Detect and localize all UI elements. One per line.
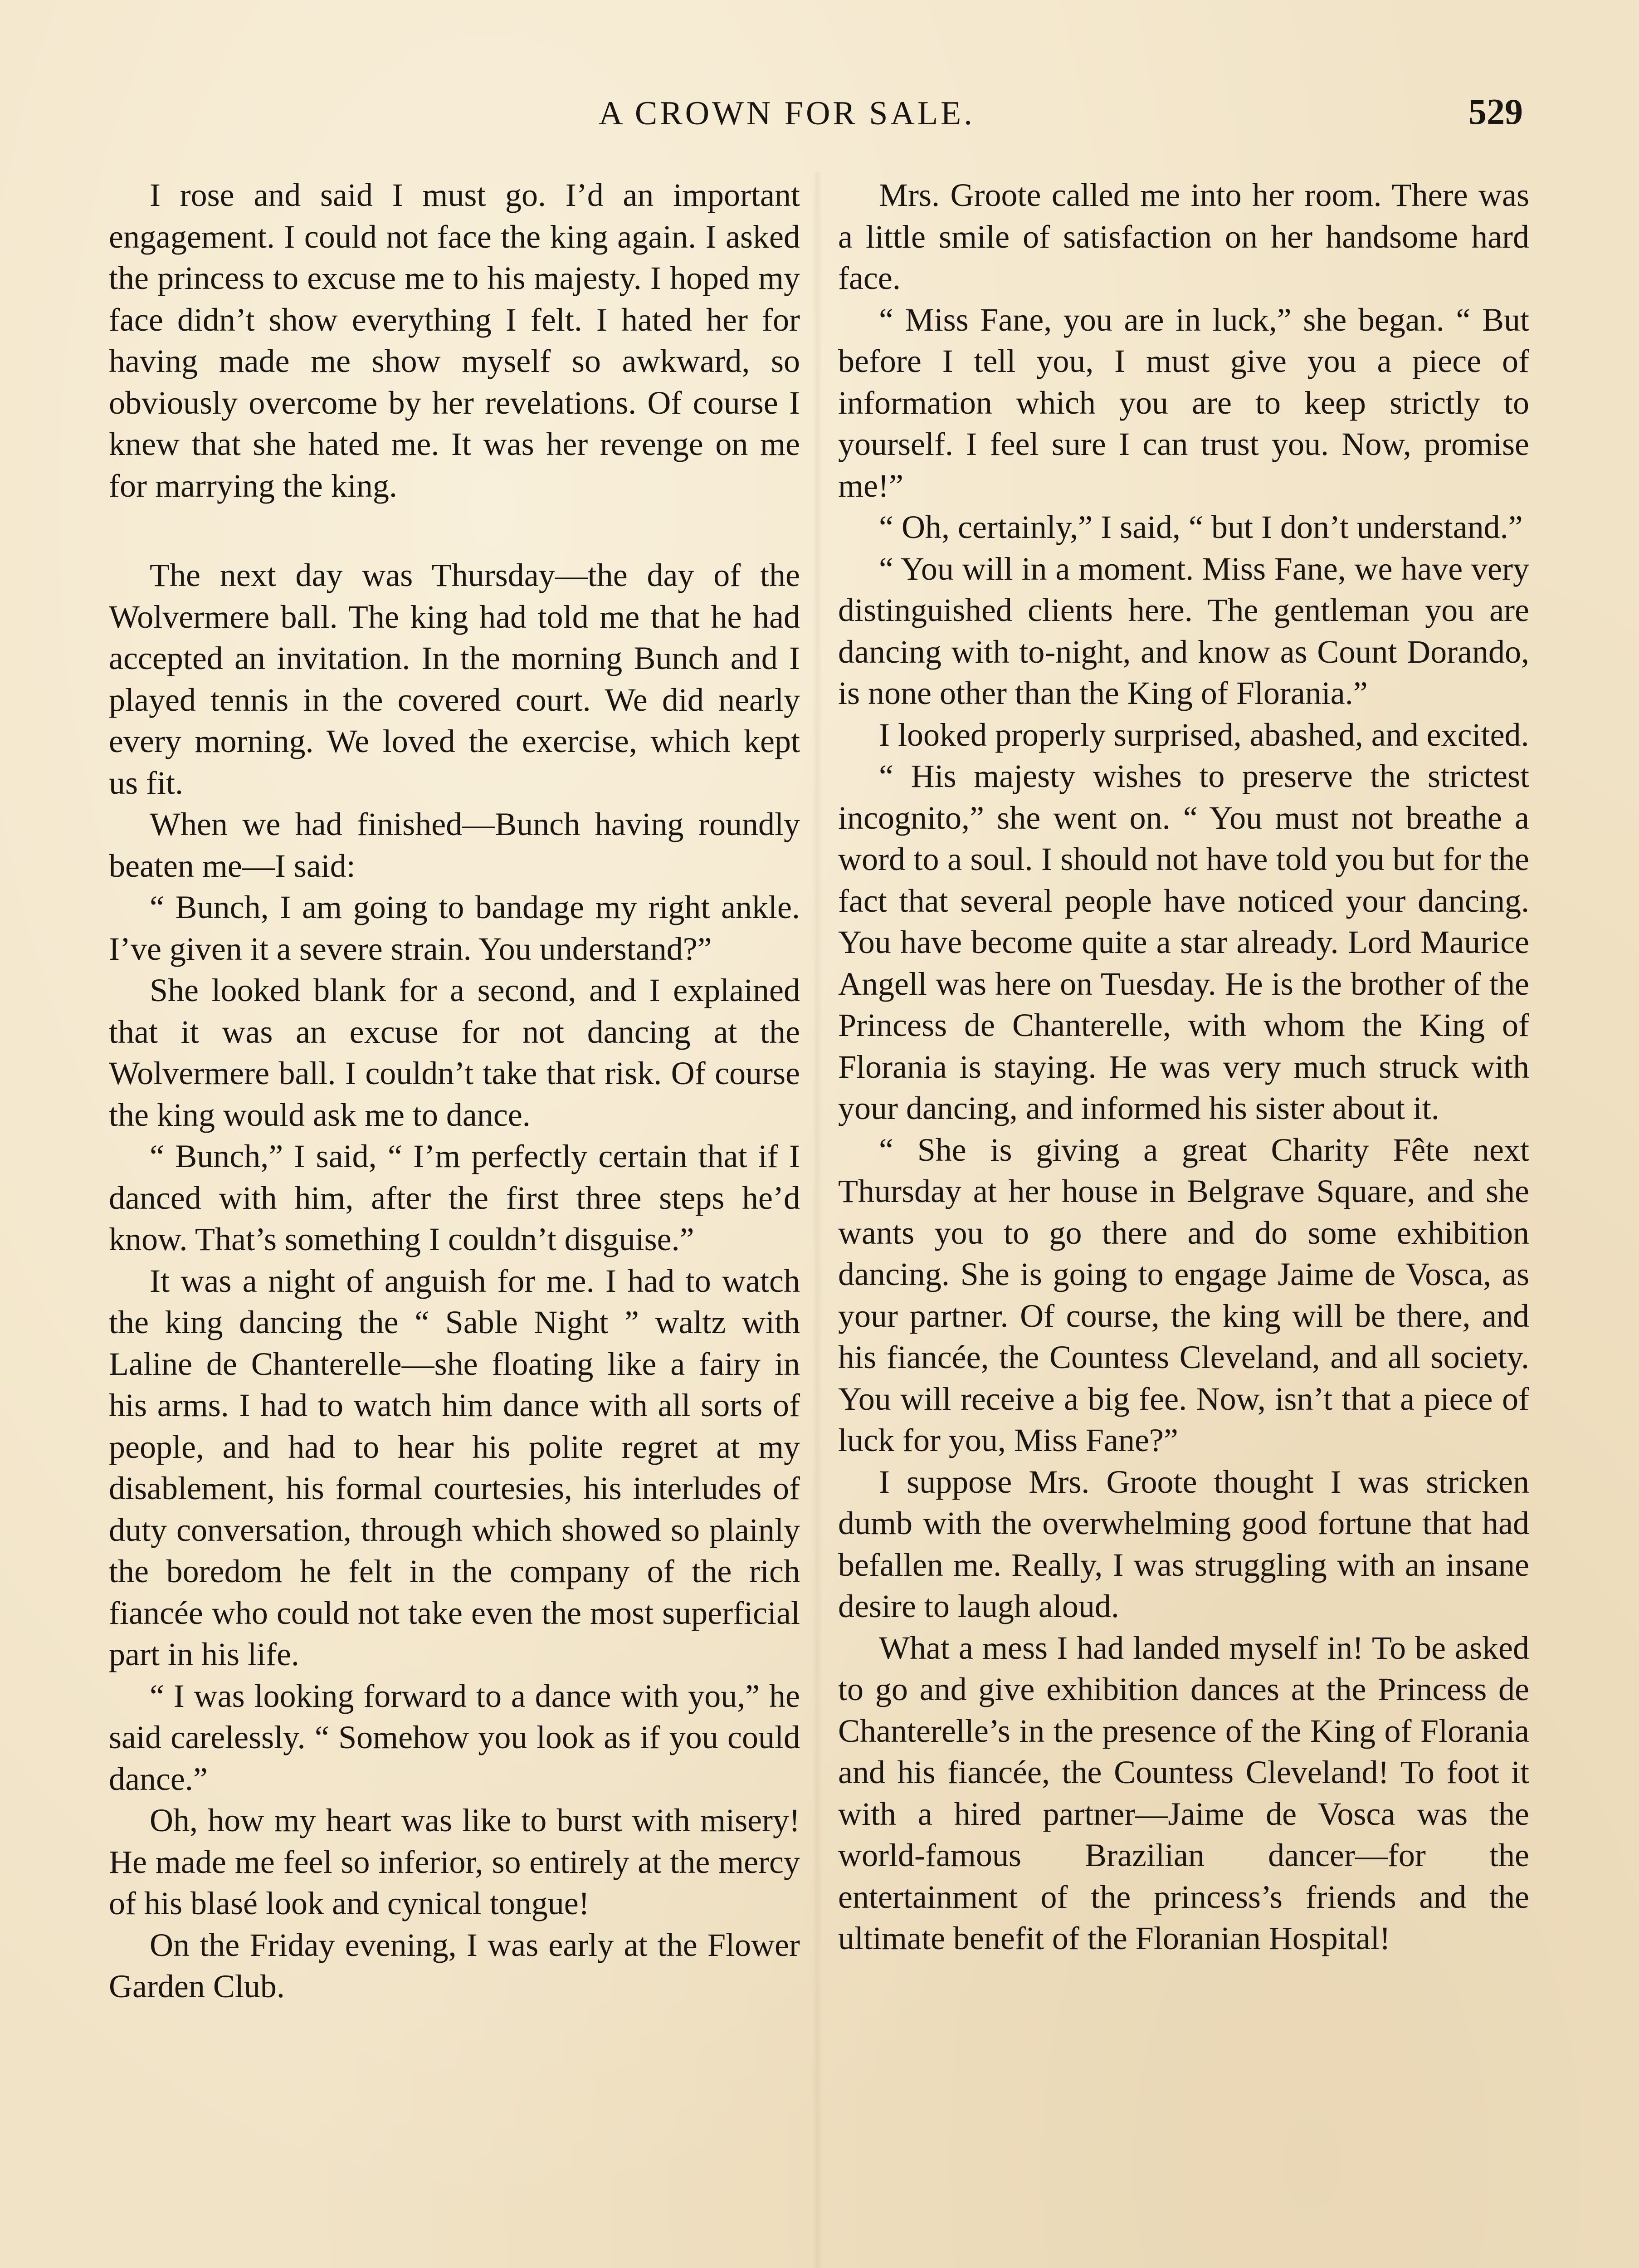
paragraph: The next day was Thursday—the day of the Wolvermere ball. The king had told me that he had accepted an invitation. In the morning Bunch and I played tennis in the covered court. We did nearly every morning. We loved the exercise, which kept us fit. bbox=[109, 557, 800, 801]
paragraph: On the Friday evening, I was early at the Flower Garden Club. bbox=[109, 1926, 800, 2004]
paragraph: When we had finished—Bunch having roundly beaten me—I said: bbox=[109, 806, 800, 884]
paragraph: I suppose Mrs. Groote thought I was stricken dumb with the overwhelming good fortune that had befallen me. Really, I was struggling with an insane desire to laugh aloud. bbox=[838, 1463, 1529, 1624]
paragraph: Oh, how my heart was like to burst with misery! He made me feel so inferior, so entirely at the mercy of his blasé look and cynical tongue! bbox=[109, 1802, 800, 1921]
paragraph: “ She is giving a great Charity Fête next Thursday at her house in Belgrave Square, and she wants you to go there and do some exhibition dancing. She is going to engage Jaime de Vosca, as your partner. Of course, the king will be there, and his fiancée, the Countess Cleveland, and all society. You will receive a big fee. Now, isn’t that a piece of luck for you, Miss Fane?” bbox=[838, 1131, 1529, 1458]
column-gutter bbox=[812, 172, 823, 2268]
paragraph: “ You will in a moment. Miss Fane, we have very distinguished clients here. The gentleman you are dancing with to-night, and know as Count Dorando, is none other than the King of Florania.” bbox=[838, 550, 1529, 711]
paragraph: “ Miss Fane, you are in luck,” she began. “ But before I tell you, I must give you a piece of information which you are to keep strictly to yourself. I feel sure I can trust you. Now, promise me!” bbox=[838, 301, 1529, 504]
left-column bbox=[109, 175, 800, 2008]
paragraph: She looked blank for a second, and I explained that it was an excuse for not dancing at the Wolvermere ball. I couldn’t take that risk. Of course the king would ask me to dance. bbox=[109, 972, 800, 1133]
paragraph: I rose and said I must go. I’d an important engagement. I could not face the king again. I asked the princess to excuse me to his majesty. I hoped my face didn’t show everything I felt. I hated her for having made me show myself so awkward, so obviously overcome by her revelations. Of course I knew that she hated me. It was her revenge on me for marrying the king. bbox=[109, 177, 800, 504]
paragraph: “ Bunch,” I said, “ I’m perfectly certain that if I danced with him, after the first three steps he’d know. That’s something I couldn’t disguise.” bbox=[109, 1138, 800, 1257]
running-title: A CROWN FOR SALE. bbox=[599, 95, 975, 132]
paragraph: Mrs. Groote called me into her room. There was a little smile of satisfaction on her handsome hard face. bbox=[838, 177, 1529, 296]
paragraph: “ Oh, certainly,” I said, “ but I don’t understand.” bbox=[879, 509, 1523, 545]
paragraph: “ I was looking forward to a dance with you,” he said carelessly. “ Somehow you look as if you could dance.” bbox=[109, 1677, 800, 1797]
page-header bbox=[0, 94, 1639, 144]
page-number: 529 bbox=[1468, 92, 1523, 132]
paragraph: I looked properly surprised, abashed, and excited. bbox=[879, 716, 1529, 753]
paragraph: “ Bunch, I am going to bandage my right ankle. I’ve given it a severe strain. You understand?” bbox=[109, 889, 800, 967]
paragraph: What a mess I had landed myself in! To be asked to go and give exhibition dances at the Princess de Chanterelle’s in the presence of the King of Florania and his fiancée, the Countess Cleveland! To foot it with a hired partner—Jaime de Vosca was the world-famous Brazilian dancer—for the entertainment of the princess’s friends and the ultimate benefit of the Floranian Hospital! bbox=[838, 1629, 1529, 1956]
right-column bbox=[838, 175, 1529, 1960]
paragraph: It was a night of anguish for me. I had to watch the king dancing the “ Sable Night ” waltz with Laline de Chanterelle—she floating like a fairy in his arms. I had to watch him dance with all sorts of people, and had to hear his polite regret at my disablement, his formal courtesies, his interludes of duty conversation, through which showed so plainly the boredom he felt in the company of the rich fiancée who could not take even the most superficial part in his life. bbox=[109, 1262, 800, 1672]
paragraph: “ His majesty wishes to preserve the strictest incognito,” she went on. “ You must not breathe a word to a soul. I should not have told you but for the fact that several people have noticed your dancing. You have become quite a star already. Lord Maurice Angell was here on Tuesday. He is the brother of the Princess de Chanterelle, with whom the King of Florania is staying. He was very much struck with your dancing, and informed his sister about it. bbox=[838, 758, 1529, 1126]
